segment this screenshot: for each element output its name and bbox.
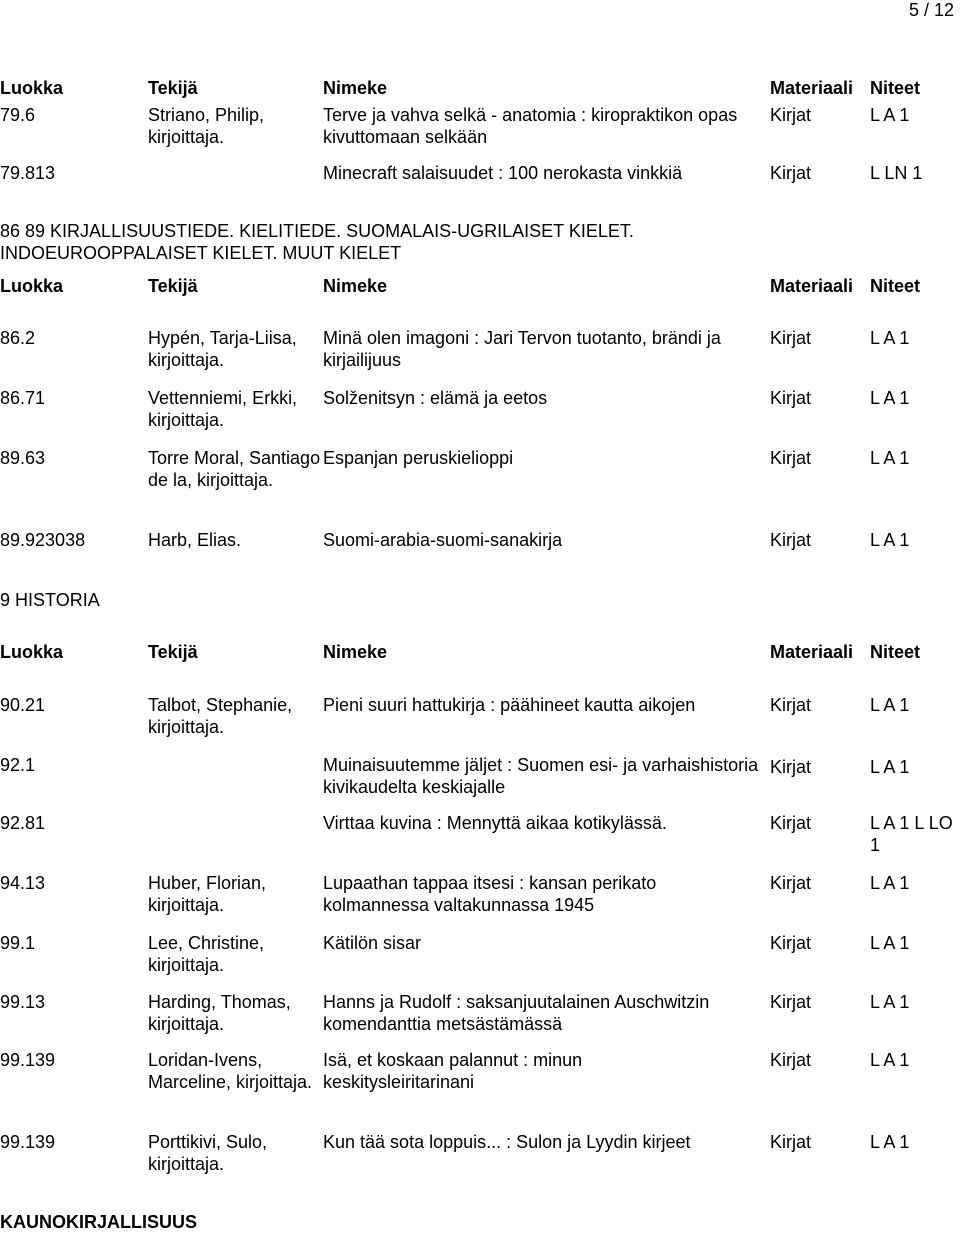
cell-luokka: 86.71 bbox=[0, 388, 46, 408]
header-niteet: Niteet bbox=[870, 276, 921, 296]
header-materiaali: Materiaali bbox=[770, 276, 854, 296]
cell-materiaali: Kirjat bbox=[770, 388, 812, 408]
cell-niteet: L A 1 bbox=[870, 388, 910, 408]
cell-tekija: Talbot, Stephanie, kirjoittaja. bbox=[148, 695, 293, 737]
cell-materiaali: Kirjat bbox=[770, 1132, 812, 1152]
cell-materiaali: Kirjat bbox=[770, 813, 812, 833]
cell-tekija: Torre Moral, Santiago de la, kirjoittaja. bbox=[148, 448, 321, 490]
cell-tekija: Striano, Philip, kirjoittaja. bbox=[148, 105, 265, 147]
cell-nimeke: Isä, et koskaan palannut : minun keskitysleiritarinani bbox=[323, 1050, 583, 1092]
cell-niteet: L A 1 bbox=[870, 1132, 910, 1152]
cell-tekija: Lee, Christine, kirjoittaja. bbox=[148, 933, 265, 975]
cell-materiaali: Kirjat bbox=[770, 873, 812, 893]
cell-materiaali: Kirjat bbox=[770, 163, 812, 183]
header-tekija: Tekijä bbox=[148, 276, 198, 296]
section-title: KAUNOKIRJALLISUUS bbox=[0, 1212, 198, 1232]
cell-luokka: 79.6 bbox=[0, 105, 36, 125]
cell-niteet: L A 1 bbox=[870, 530, 910, 550]
cell-tekija: Porttikivi, Sulo, kirjoittaja. bbox=[148, 1132, 268, 1174]
cell-nimeke: Terve ja vahva selkä - anatomia : kiropraktikon opas kivuttomaan selkään bbox=[323, 105, 738, 147]
header-nimeke: Nimeke bbox=[323, 78, 388, 98]
cell-nimeke: Espanjan peruskielioppi bbox=[323, 448, 514, 468]
header-materiaali: Materiaali bbox=[770, 642, 854, 662]
cell-nimeke: Suomi-arabia-suomi-sanakirja bbox=[323, 530, 563, 550]
cell-nimeke: Pieni suuri hattukirja : päähineet kautta aikojen bbox=[323, 695, 696, 715]
cell-tekija: Huber, Florian, kirjoittaja. bbox=[148, 873, 267, 915]
cell-tekija: Hypén, Tarja-Liisa, kirjoittaja. bbox=[148, 328, 297, 370]
cell-niteet: L A 1 bbox=[870, 933, 910, 953]
section-title: 86 89 KIRJALLISUUSTIEDE. KIELITIEDE. SUOMALAIS-UGRILAISET KIELET. INDOEUROOPPALAISET KIELET. MUUT KIELET bbox=[0, 221, 634, 263]
cell-materiaali: Kirjat bbox=[770, 757, 812, 777]
cell-luokka: 92.1 bbox=[0, 755, 36, 775]
header-tekija: Tekijä bbox=[148, 642, 198, 662]
cell-materiaali: Kirjat bbox=[770, 530, 812, 550]
cell-tekija: Harding, Thomas, kirjoittaja. bbox=[148, 992, 291, 1034]
cell-niteet: L A 1 bbox=[870, 757, 910, 777]
cell-niteet: L A 1 bbox=[870, 448, 910, 468]
header-materiaali: Materiaali bbox=[770, 78, 854, 98]
cell-luokka: 90.21 bbox=[0, 695, 46, 715]
cell-nimeke: Minä olen imagoni : Jari Tervon tuotanto, brändi ja kirjailijuus bbox=[323, 328, 721, 370]
cell-niteet: L A 1 bbox=[870, 328, 910, 348]
cell-nimeke: Kun tää sota loppuis... : Sulon ja Lyydin kirjeet bbox=[323, 1132, 691, 1152]
cell-luokka: 99.139 bbox=[0, 1132, 56, 1152]
cell-niteet: L A 1 bbox=[870, 695, 910, 715]
header-luokka: Luokka bbox=[0, 276, 64, 296]
cell-luokka: 89.923038 bbox=[0, 530, 86, 550]
cell-nimeke: Kätilön sisar bbox=[323, 933, 422, 953]
header-niteet: Niteet bbox=[870, 642, 921, 662]
cell-tekija: Harb, Elias. bbox=[148, 530, 242, 550]
cell-nimeke: Virttaa kuvina : Mennyttä aikaa kotikylässä. bbox=[323, 813, 667, 833]
cell-nimeke: Muinaisuutemme jäljet : Suomen esi- ja varhaishistoria kivikaudelta keskiajalle bbox=[323, 755, 759, 797]
cell-luokka: 99.139 bbox=[0, 1050, 56, 1070]
cell-luokka: 79.813 bbox=[0, 163, 56, 183]
header-tekija: Tekijä bbox=[148, 78, 198, 98]
header-niteet: Niteet bbox=[870, 78, 921, 98]
cell-luokka: 92.81 bbox=[0, 813, 46, 833]
cell-niteet: L A 1 bbox=[870, 873, 910, 893]
cell-nimeke: Solženitsyn : elämä ja eetos bbox=[323, 388, 548, 408]
cell-luokka: 99.13 bbox=[0, 992, 46, 1012]
cell-tekija: Vettenniemi, Erkki, kirjoittaja. bbox=[148, 388, 298, 430]
cell-luokka: 86.2 bbox=[0, 328, 36, 348]
cell-luokka: 94.13 bbox=[0, 873, 46, 893]
cell-niteet: L A 1 bbox=[870, 105, 910, 125]
cell-luokka: 89.63 bbox=[0, 448, 46, 468]
section-title: 9 HISTORIA bbox=[0, 590, 100, 610]
header-nimeke: Nimeke bbox=[323, 276, 388, 296]
page-number: 5 / 12 bbox=[908, 0, 954, 20]
cell-materiaali: Kirjat bbox=[770, 1050, 812, 1070]
header-luokka: Luokka bbox=[0, 642, 64, 662]
cell-materiaali: Kirjat bbox=[770, 992, 812, 1012]
header-nimeke: Nimeke bbox=[323, 642, 388, 662]
cell-luokka: 99.1 bbox=[0, 933, 36, 953]
header-luokka: Luokka bbox=[0, 78, 64, 98]
cell-niteet: L A 1 L LO 1 bbox=[870, 813, 953, 855]
cell-nimeke: Minecraft salaisuudet : 100 nerokasta vinkkiä bbox=[323, 163, 683, 183]
cell-niteet: L LN 1 bbox=[870, 163, 923, 183]
cell-materiaali: Kirjat bbox=[770, 695, 812, 715]
cell-materiaali: Kirjat bbox=[770, 105, 812, 125]
cell-materiaali: Kirjat bbox=[770, 328, 812, 348]
cell-materiaali: Kirjat bbox=[770, 933, 812, 953]
cell-tekija: Loridan-Ivens, Marceline, kirjoittaja. bbox=[148, 1050, 313, 1092]
cell-niteet: L A 1 bbox=[870, 1050, 910, 1070]
cell-nimeke: Hanns ja Rudolf : saksanjuutalainen Auschwitzin komendanttia metsästämässä bbox=[323, 992, 710, 1034]
cell-nimeke: Lupaathan tappaa itsesi : kansan perikato kolmannessa valtakunnassa 1945 bbox=[323, 873, 657, 915]
cell-materiaali: Kirjat bbox=[770, 448, 812, 468]
cell-niteet: L A 1 bbox=[870, 992, 910, 1012]
